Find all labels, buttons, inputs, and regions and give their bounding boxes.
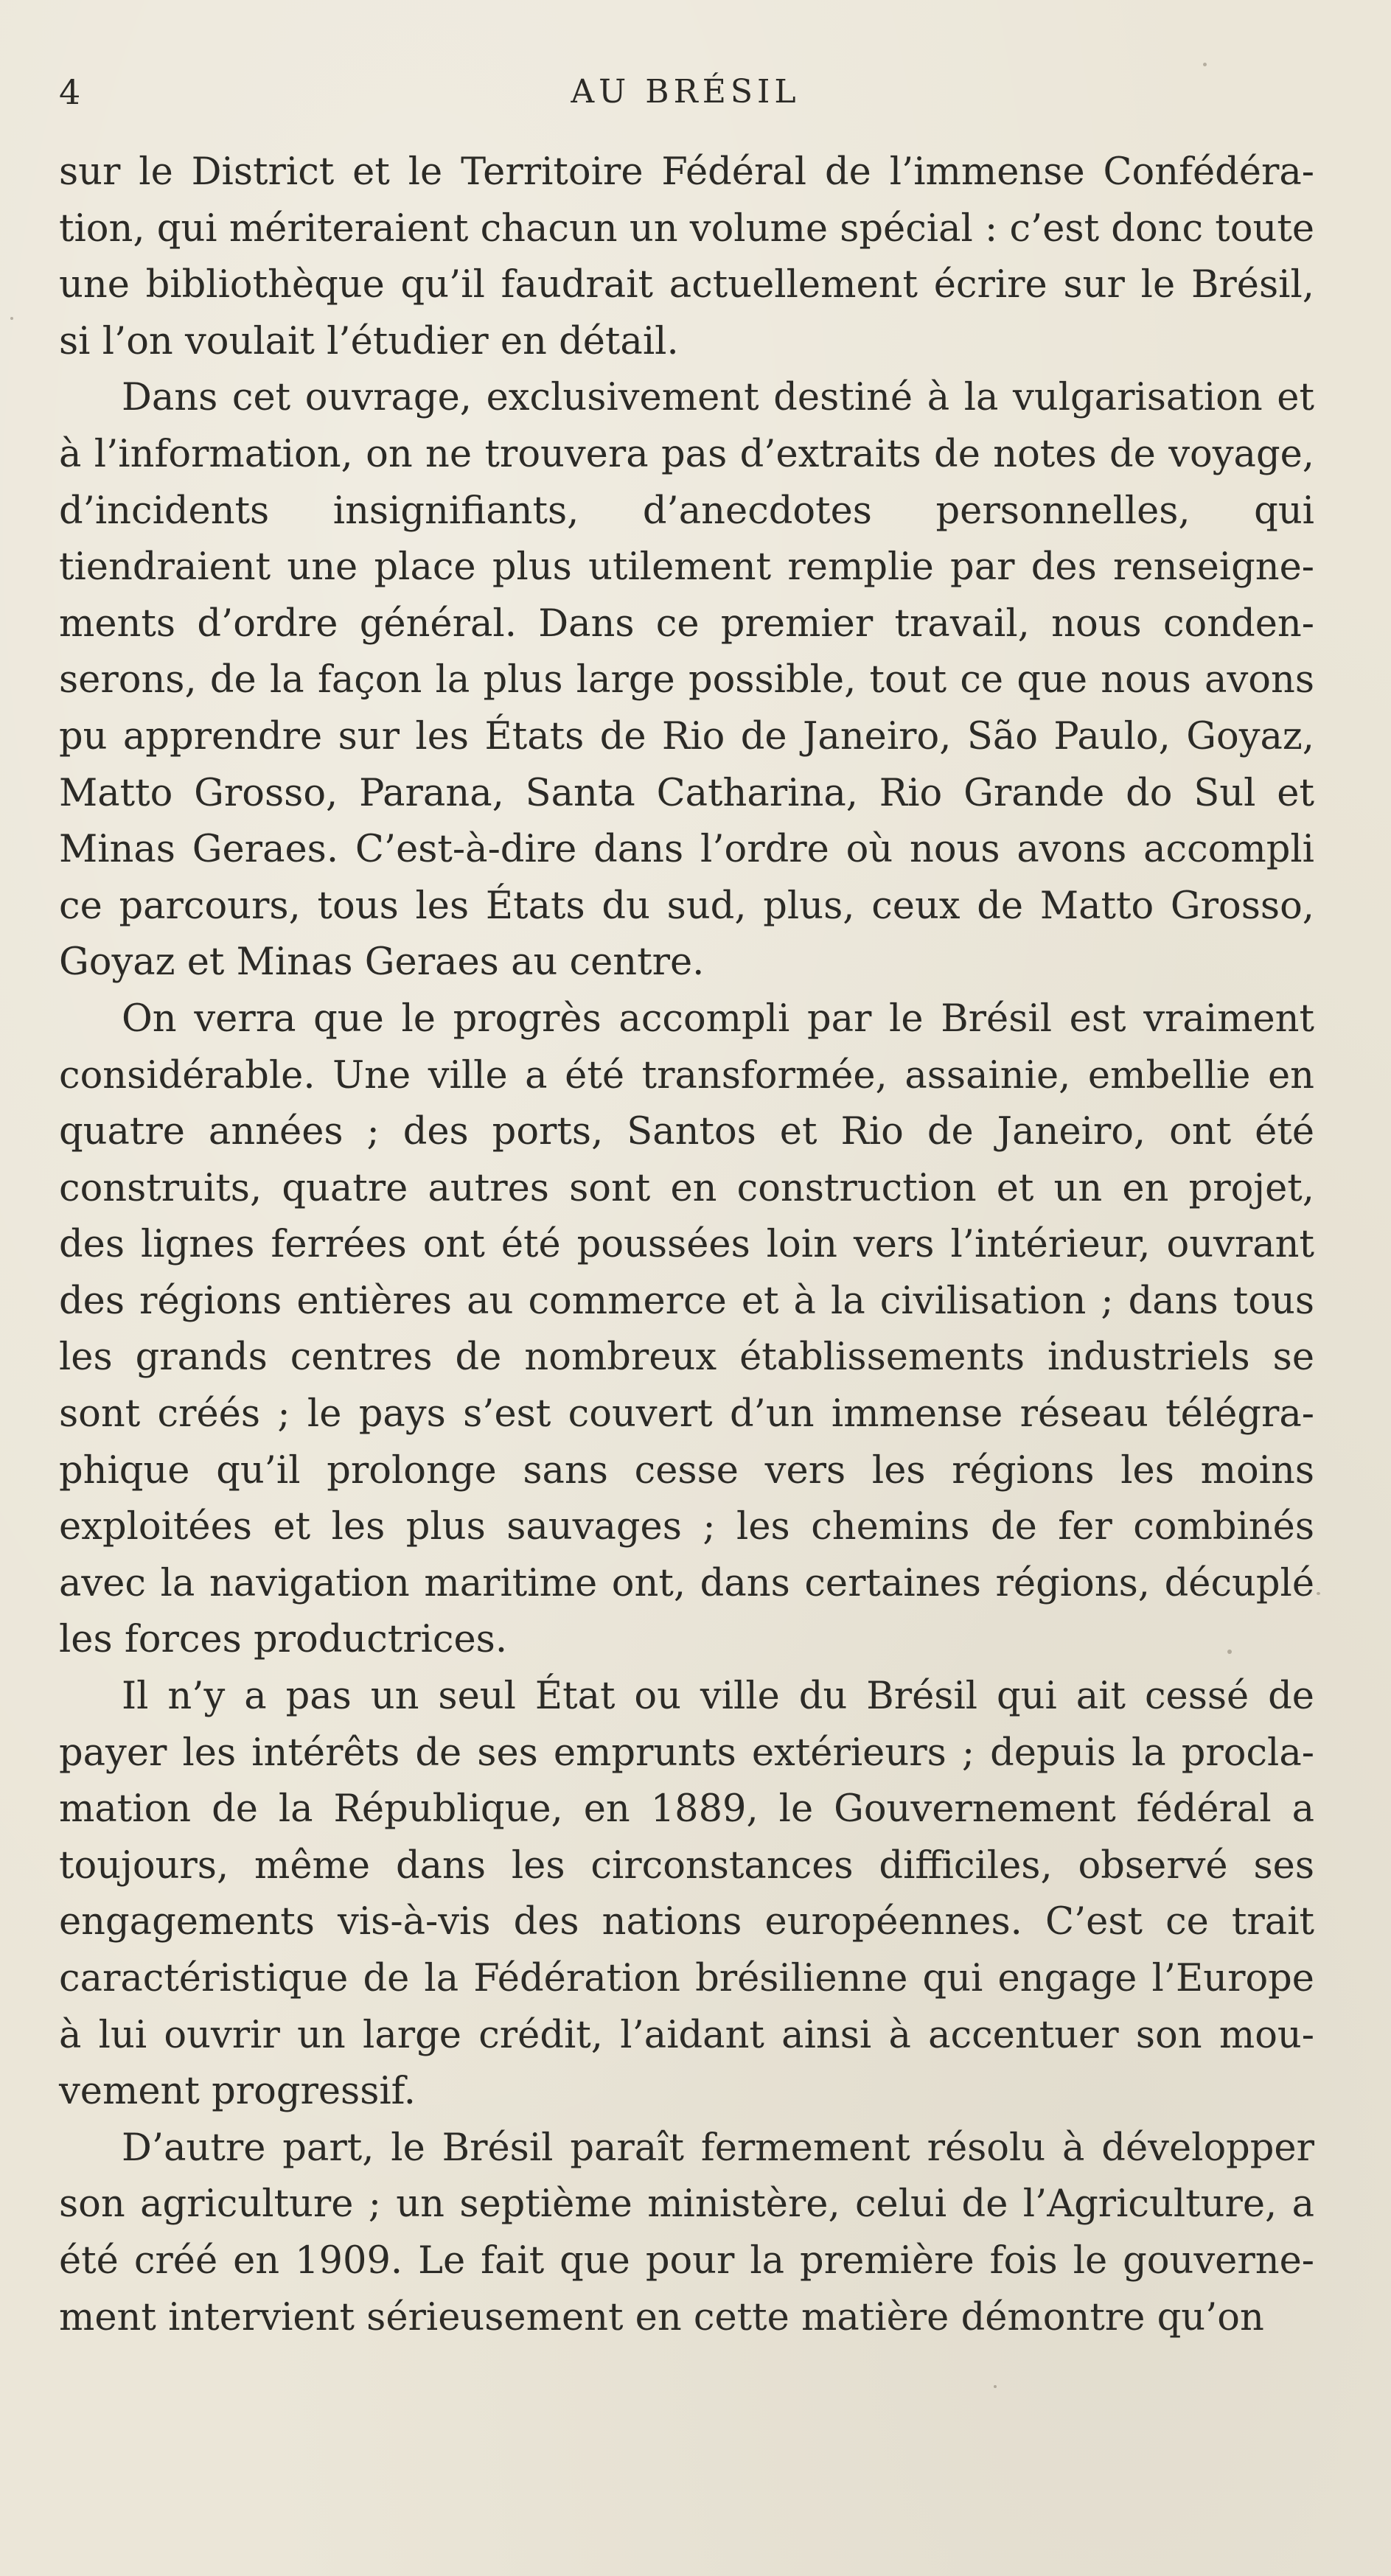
- paper-speck: [1203, 63, 1207, 66]
- paper-speck: [1227, 1650, 1232, 1654]
- paragraph: On verra que le progrès accompli par le Brésil est vraiment considérable. Une ville a été transformée, assainie, embellie en quatre années ; des ports, Santos et Rio de Janeiro, ont été construits, quatre autres sont en construction et un en projet, des lignes ferrées ont été poussées loin vers l’intérieur, ouvrant des régions entières au commerce et à la civilisation ; dans tous les grands centres de nombreux établissements industriels se sont créés ; le pays s’est couvert d’un immense réseau télégra-phique qu’il prolonge sans cesse vers les régions les moins exploitées et les plus sauvages ; les chemins de fer combinés avec la navigation maritime ont, dans certaines régions, décuplé les forces productrices.: [59, 996, 1314, 1662]
- paper-speck: [10, 317, 13, 320]
- paper-speck: [1317, 1592, 1320, 1595]
- body-text: [59, 144, 1314, 2346]
- paragraph: D’autre part, le Brésil paraît fermement résolu à développer son agriculture ; un septième ministère, celui de l’Agriculture, a été créé en 1909. Le fait que pour la première fois le gouverne-ment intervient sérieusement en cette matière démontre qu’on: [59, 2126, 1314, 2339]
- running-title: AU BRÉSIL: [571, 73, 801, 111]
- paper-speck: [994, 2385, 997, 2388]
- page-number: 4: [59, 72, 81, 112]
- page-header: [59, 66, 1312, 118]
- paragraph: Il n’y a pas un seul État ou ville du Brésil qui ait cessé de payer les intérêts de ses emprunts extérieurs ; depuis la procla-mation de la République, en 1889, le Gouvernement fédéral a toujours, même dans les circonstances difficiles, observé ses engagements vis-à-vis des nations européennes. C’est ce trait caractéristique de la Fédération brésilienne qui engage l’Europe à lui ouvrir un large crédit, l’aidant ainsi à accentuer son mou-vement progressif.: [59, 1675, 1314, 2114]
- paragraph: Dans cet ouvrage, exclusivement destiné à la vulgarisation et à l’information, on ne trouvera pas d’extraits de notes de voyage, d’incidents insignifiants, d’anecdotes personnelles, qui tiendraient une place plus utilement remplie par des renseigne-ments d’ordre général. Dans ce premier travail, nous conden-serons, de la façon la plus large possible, tout ce que nous avons pu apprendre sur les États de Rio de Janeiro, São Paulo, Goyaz, Matto Grosso, Parana, Santa Catharina, Rio Grande do Sul et Minas Geraes. C’est-à-dire dans l’ordre où nous avons accompli ce parcours, tous les États du sud, plus, ceux de Matto Grosso, Goyaz et Minas Geraes au centre.: [59, 376, 1314, 985]
- paragraph: sur le District et le Territoire Fédéral de l’immense Confédéra-tion, qui mériteraient chacun un volume spécial : c’est donc toute une bibliothèque qu’il faudrait actuellement écrire sur le Brésil, si l’on voulait l’étudier en détail.: [59, 150, 1314, 363]
